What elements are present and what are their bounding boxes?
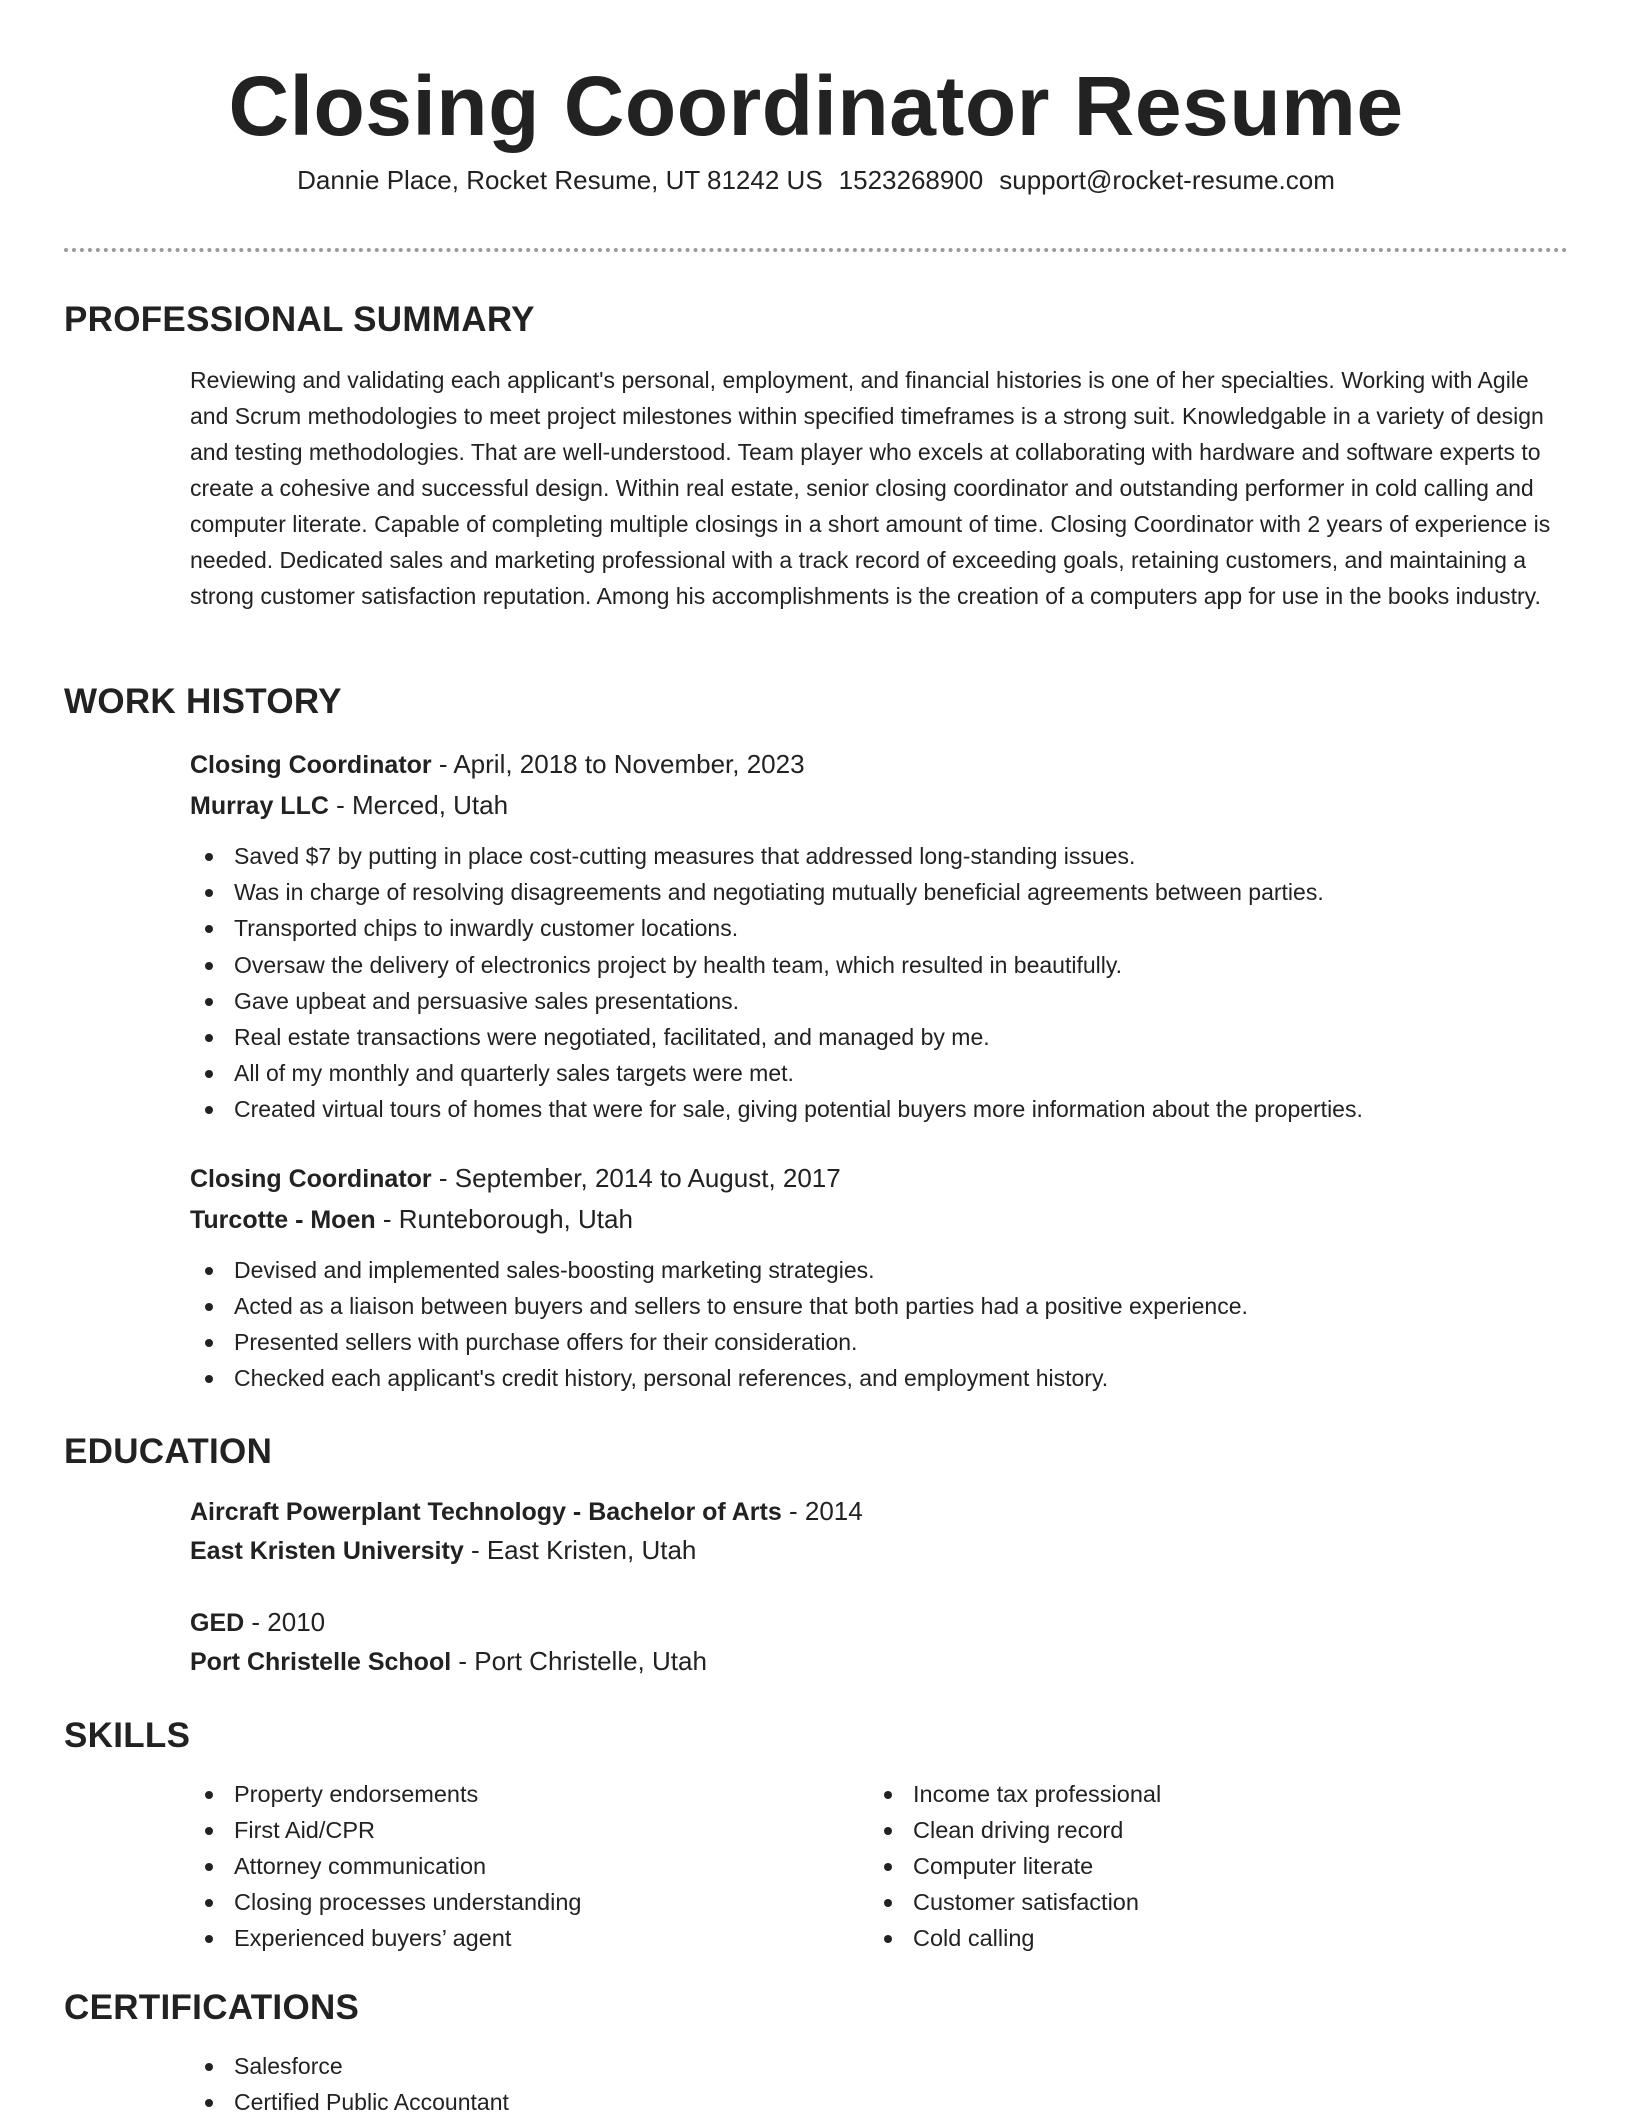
- job-title-line: [190, 744, 1568, 785]
- list-item: Attorney communication: [190, 1848, 869, 1884]
- education-year: - 2014: [781, 1496, 863, 1526]
- education-degree-line: [190, 1603, 1568, 1642]
- education-degree-line: [190, 1492, 1568, 1531]
- resume-title: Closing Coordinator Resume: [228, 59, 1404, 153]
- education-school: Port Christelle School: [190, 1648, 452, 1676]
- certifications-heading: CERTIFICATIONS: [64, 1988, 360, 2027]
- skills-heading: SKILLS: [64, 1716, 191, 1755]
- contact-phone: 1523268900: [838, 165, 984, 195]
- skills-column-left: [190, 1776, 869, 1956]
- work-history-section: [64, 680, 1568, 1396]
- resume-page: [64, 0, 1568, 2116]
- education-degree: GED: [190, 1609, 245, 1637]
- list-item: Saved $7 by putting in place cost-cutting measures that addressed long-standing issues.: [190, 838, 1568, 874]
- job-entry: [190, 1158, 1568, 1397]
- job-title: Closing Coordinator: [190, 751, 432, 779]
- summary-section: [64, 298, 1568, 614]
- contact-line: [64, 162, 1568, 198]
- job-company: Turcotte - Moen: [190, 1205, 376, 1234]
- education-school-line: [190, 1642, 1568, 1681]
- education-entry: [190, 1492, 1568, 1570]
- education-section: [64, 1430, 1568, 1681]
- job-title-line: [190, 1158, 1568, 1199]
- list-item: Property endorsements: [190, 1776, 869, 1812]
- work-history-heading: WORK HISTORY: [64, 682, 342, 721]
- job-company-line: [190, 785, 1568, 826]
- list-item: Certified Public Accountant: [190, 2084, 1568, 2120]
- job-company-line: [190, 1199, 1568, 1240]
- list-item: Real estate transactions were negotiated, facilitated, and managed by me.: [190, 1019, 1568, 1055]
- list-item: First Aid/CPR: [190, 1812, 869, 1848]
- job-location: - Merced, Utah: [328, 790, 509, 820]
- list-item: Transported chips to inwardly customer locations.: [190, 910, 1568, 946]
- certifications-section: [64, 1986, 1568, 2120]
- list-item: Computer literate: [869, 1848, 1548, 1884]
- header-divider: [64, 248, 1568, 252]
- skills-list: [190, 1776, 1568, 1956]
- contact-email: support@rocket-resume.com: [999, 165, 1335, 195]
- list-item: All of my monthly and quarterly sales targets were met.: [190, 1055, 1568, 1091]
- job-company: Murray LLC: [190, 792, 329, 820]
- certifications-list: [190, 2048, 1568, 2120]
- education-location: - East Kristen, Utah: [463, 1535, 697, 1565]
- list-item: Created virtual tours of homes that were for sale, giving potential buyers more information about the properties.: [190, 1091, 1568, 1127]
- summary-text: Reviewing and validating each applicant's personal, employment, and financial histories is one of her specialties. Working with Agile and Scrum methodologies to meet project milestones within specified timeframes is a strong suit. Knowledgable in a variety of design and testing methodologies. That are well-understood. Team player who excels at collaborating with hardware and software experts to create a cohesive and successful design. Within real estate, senior closing coordinator and outstanding performer in cold calling and computer literate. Capable of completing multiple closings in a short amount of time. Closing Coordinator with 2 years of experience is needed. Dedicated sales and marketing professional with a track record of exceeding goals, retaining customers, and maintaining a strong customer satisfaction reputation. Among his accomplishments is the creation of a computers app for use in the books industry.: [190, 367, 1551, 609]
- summary-heading: PROFESSIONAL SUMMARY: [64, 300, 535, 339]
- list-item: Gave upbeat and persuasive sales presentations.: [190, 983, 1568, 1019]
- list-item: Customer satisfaction: [869, 1884, 1548, 1920]
- list-item: Checked each applicant's credit history, personal references, and employment history.: [190, 1360, 1568, 1396]
- education-school: East Kristen University: [190, 1537, 464, 1565]
- education-location: - Port Christelle, Utah: [451, 1646, 707, 1676]
- list-item: Experienced buyers’ agent: [190, 1920, 869, 1956]
- skills-column-right: [869, 1776, 1548, 1956]
- job-dates: - April, 2018 to November, 2023: [431, 749, 805, 779]
- education-degree: Aircraft Powerplant Technology - Bachelor of Arts: [190, 1498, 782, 1526]
- education-school-line: [190, 1531, 1568, 1570]
- job-bullets: [190, 838, 1568, 1128]
- list-item: Was in charge of resolving disagreements and negotiating mutually beneficial agreements between parties.: [190, 874, 1568, 910]
- job-dates: - September, 2014 to August, 2017: [431, 1162, 841, 1193]
- contact-address: Dannie Place, Rocket Resume, UT 81242 US: [297, 165, 823, 195]
- list-item: Clean driving record: [869, 1812, 1548, 1848]
- list-item: Oversaw the delivery of electronics project by health team, which resulted in beautifully.: [190, 947, 1568, 983]
- education-entry: [190, 1603, 1568, 1681]
- list-item: Closing processes understanding: [190, 1884, 869, 1920]
- list-item: Devised and implemented sales-boosting marketing strategies.: [190, 1252, 1568, 1288]
- list-item: Salesforce: [190, 2048, 1568, 2084]
- job-title: Closing Coordinator: [190, 1164, 432, 1193]
- education-heading: EDUCATION: [64, 1432, 273, 1471]
- job-entry: [190, 744, 1568, 1128]
- skills-section: [64, 1714, 1568, 1956]
- job-location: - Runteborough, Utah: [375, 1203, 633, 1234]
- list-item: Acted as a liaison between buyers and sellers to ensure that both parties had a positive experience.: [190, 1288, 1568, 1324]
- list-item: Cold calling: [869, 1920, 1548, 1956]
- list-item: Presented sellers with purchase offers for their consideration.: [190, 1324, 1568, 1360]
- list-item: Income tax professional: [869, 1776, 1548, 1812]
- job-bullets: [190, 1252, 1568, 1397]
- education-year: - 2010: [244, 1607, 326, 1637]
